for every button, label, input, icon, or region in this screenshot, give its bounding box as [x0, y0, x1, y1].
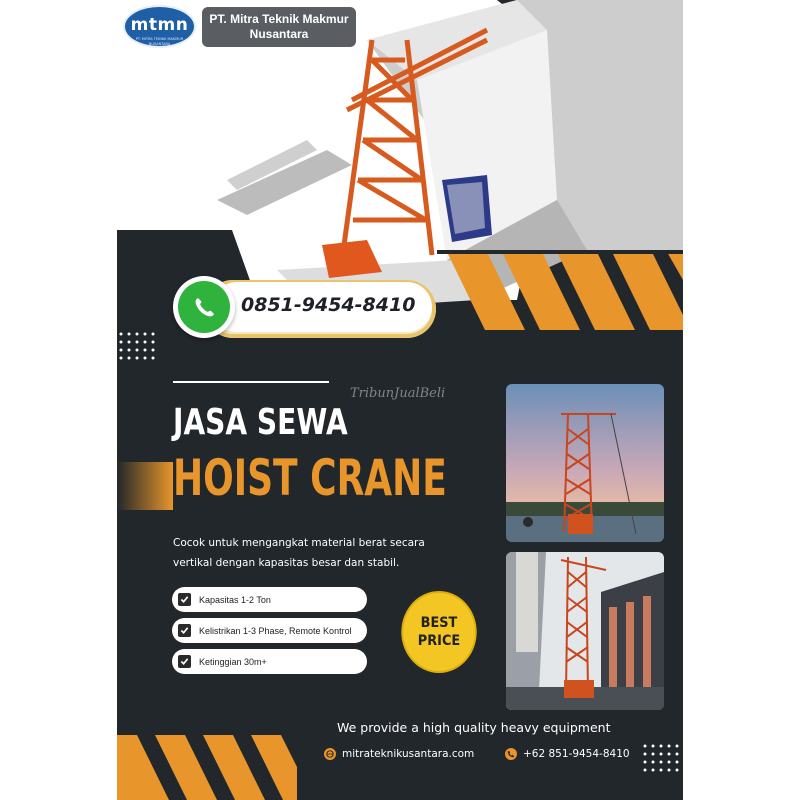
company-name-box	[202, 7, 356, 47]
footer-tagline: We provide a high quality heavy equipment	[337, 720, 611, 735]
badge-line2: PRICE	[417, 633, 461, 649]
title-line2: HOIST CRANE	[173, 449, 447, 507]
feature-item	[172, 649, 367, 674]
checkbox-icon	[178, 593, 191, 606]
company-name-line2: Nusantara	[249, 27, 309, 41]
title-divider	[173, 381, 329, 383]
phone-text[interactable]: +62 851-9454-8410	[523, 748, 630, 760]
footer-website[interactable]	[324, 745, 474, 763]
feature-label: Kapasitas 1-2 Ton	[199, 594, 271, 605]
feature-item	[172, 587, 367, 612]
phone-icon	[505, 748, 517, 760]
company-name-line1: PT. Mitra Teknik Makmur	[209, 12, 349, 26]
feature-label: Ketinggian 30m+	[199, 656, 267, 667]
title-line1: JASA SEWA	[173, 402, 348, 443]
checkbox-icon	[178, 624, 191, 637]
whatsapp-icon[interactable]	[178, 281, 230, 333]
checkbox-icon	[178, 655, 191, 668]
logo-text: mtmn	[130, 15, 189, 35]
website-text[interactable]: mitrateknikusantara.com	[342, 748, 475, 760]
best-price-badge	[403, 593, 475, 671]
company-logo	[123, 5, 196, 48]
dot-grid-right	[641, 742, 681, 772]
feature-item	[172, 618, 367, 643]
description: Cocok untuk mengangkat material berat secara vertikal dengan kapasitas besar dan stabil.	[173, 537, 425, 569]
globe-icon	[324, 748, 336, 760]
poster	[117, 0, 683, 800]
watermark: TribunJualBeli	[350, 386, 446, 401]
crane-photo-sunset	[506, 384, 664, 542]
phone-number[interactable]: 0851-9454-8410	[241, 294, 416, 316]
badge-line1: BEST	[420, 615, 458, 631]
title-accent-bar	[117, 462, 173, 510]
logo-subtext: PT. MITRA TEKNIK MAKMUR NUSANTARA	[135, 37, 184, 46]
crane-photo-building	[506, 552, 664, 710]
dot-grid-left	[117, 330, 157, 360]
orange-stripes-bottom	[117, 735, 297, 800]
footer-phone[interactable]	[505, 745, 630, 763]
feature-label: Kelistrikan 1-3 Phase, Remote Kontrol	[199, 625, 352, 636]
